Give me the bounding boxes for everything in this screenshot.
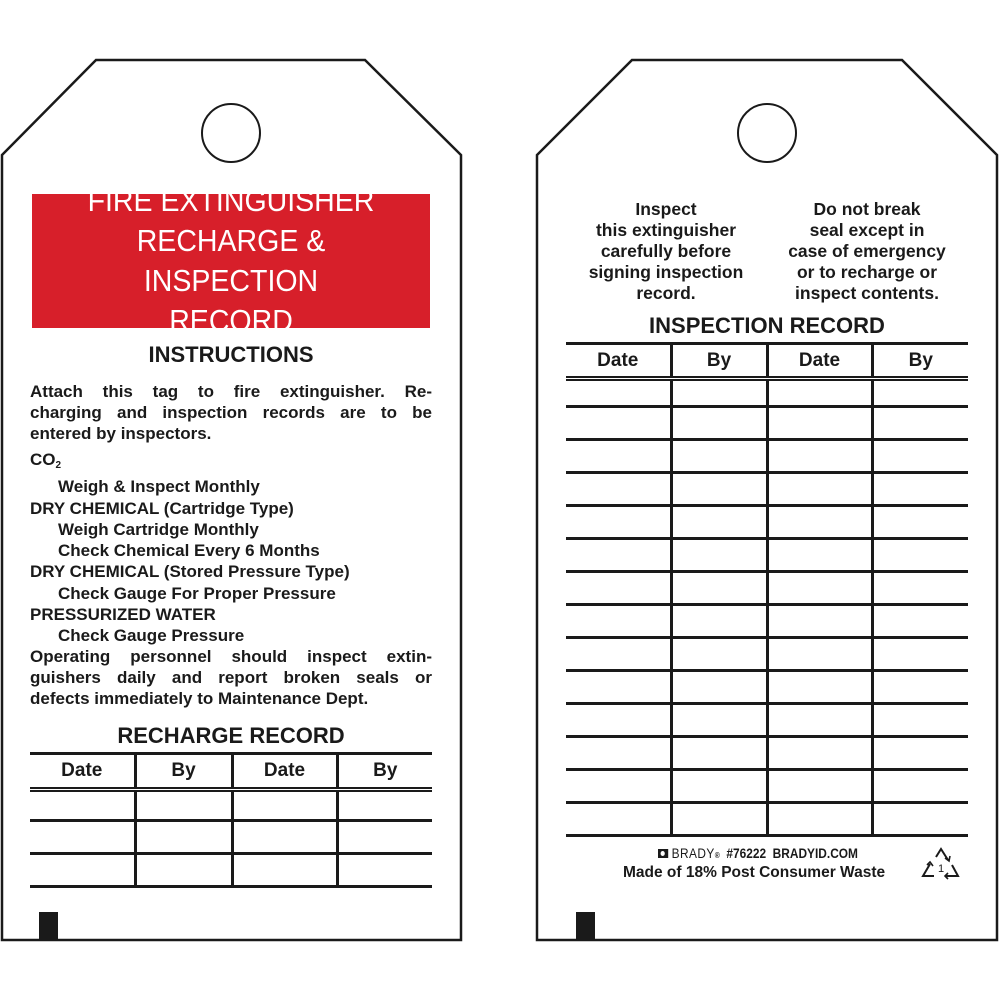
table-row (566, 803, 968, 836)
table-cell[interactable] (671, 473, 767, 506)
table-row (566, 770, 968, 803)
table-cell[interactable] (671, 379, 767, 407)
column-header-date: Date (30, 754, 135, 790)
recycle-icon (920, 845, 962, 885)
notice-line: inspect contents. (795, 283, 939, 303)
table-cell[interactable] (671, 506, 767, 539)
type-step: Weigh Cartridge Monthly (58, 519, 259, 539)
table-cell[interactable] (872, 704, 968, 737)
table-cell[interactable] (767, 407, 872, 440)
brady-logo-icon (658, 849, 668, 858)
table-row (566, 379, 968, 407)
table-cell[interactable] (767, 737, 872, 770)
banner-line: RECHARGE & INSPECTION (136, 223, 326, 298)
recycle-code: 1 (937, 863, 945, 875)
table-cell[interactable] (671, 572, 767, 605)
table-cell[interactable] (872, 605, 968, 638)
table-cell[interactable] (671, 770, 767, 803)
table-cell[interactable] (872, 473, 968, 506)
table-cell[interactable] (872, 572, 968, 605)
table-cell[interactable] (767, 605, 872, 638)
closing-line: Operating personnel should inspect extin- (30, 647, 432, 666)
table-cell[interactable] (232, 854, 337, 887)
table-cell[interactable] (566, 803, 671, 836)
recharge-record-heading: RECHARGE RECORD (117, 723, 345, 748)
column-header-date: Date (232, 754, 337, 790)
table-cell[interactable] (671, 407, 767, 440)
column-header-by: By (872, 344, 968, 379)
banner-line: RECORD (169, 303, 293, 338)
table-row (566, 572, 968, 605)
table-cell[interactable] (872, 440, 968, 473)
table-cell[interactable] (671, 638, 767, 671)
table-cell[interactable] (337, 821, 432, 854)
recharge-record-table (30, 752, 432, 888)
table-cell[interactable] (872, 539, 968, 572)
column-header-by: By (135, 754, 232, 790)
instructions-heading: INSTRUCTIONS (148, 342, 314, 367)
type-pressurized-water: PRESSURIZED WATER (30, 605, 216, 625)
table-row (566, 473, 968, 506)
notice-do-not-break-seal (767, 199, 967, 304)
alignment-marker (39, 912, 58, 940)
closing-line: defects immediately to Maintenance Dept. (30, 689, 369, 708)
table-cell[interactable] (566, 638, 671, 671)
notice-line: Inspect (635, 199, 697, 219)
intro-line: Attach this tag to fire extinguisher. Re- (30, 382, 432, 401)
table-cell[interactable] (566, 506, 671, 539)
table-cell[interactable] (671, 605, 767, 638)
column-header-by: By (671, 344, 767, 379)
table-cell[interactable] (767, 539, 872, 572)
table-row (566, 704, 968, 737)
table-cell[interactable] (767, 379, 872, 407)
banner-line: FIRE EXTINGUISHER (87, 183, 375, 218)
table-cell[interactable] (566, 671, 671, 704)
type-dry-chemical-stored-pressure: DRY CHEMICAL (Stored Pressure Type) (30, 562, 350, 582)
column-header-by: By (337, 754, 432, 790)
intro-line: entered by inspectors. (30, 424, 212, 443)
type-co2: $CO_2$ (30, 450, 62, 471)
table-cell[interactable] (30, 790, 135, 821)
table-cell[interactable] (767, 506, 872, 539)
table-cell[interactable] (30, 821, 135, 854)
table-cell[interactable] (337, 854, 432, 887)
recycled-note: Made of 18% Post Consumer Waste (623, 864, 886, 881)
table-cell[interactable] (232, 790, 337, 821)
table-cell[interactable] (767, 671, 872, 704)
notice-line: or to recharge or (796, 262, 938, 282)
front-tag-hole (202, 104, 260, 162)
table-cell[interactable] (872, 506, 968, 539)
table-cell[interactable] (566, 440, 671, 473)
back-tag-hole (738, 104, 796, 162)
table-cell[interactable] (767, 770, 872, 803)
type-dry-chemical-cartridge: DRY CHEMICAL (Cartridge Type) (30, 498, 294, 518)
table-cell[interactable] (566, 770, 671, 803)
table-cell[interactable] (671, 440, 767, 473)
table-cell[interactable] (767, 473, 872, 506)
table-cell[interactable] (872, 803, 968, 836)
table-cell[interactable] (566, 407, 671, 440)
table-cell[interactable] (872, 407, 968, 440)
table-cell[interactable] (671, 737, 767, 770)
table-row (30, 790, 432, 821)
brand-name: BRADY (671, 845, 715, 861)
table-cell[interactable] (872, 671, 968, 704)
closing-paragraph (30, 646, 432, 709)
closing-line: guishers daily and report broken seals or (30, 668, 432, 687)
table-cell[interactable] (671, 704, 767, 737)
table-cell[interactable] (566, 539, 671, 572)
table-cell[interactable] (671, 803, 767, 836)
table-row (566, 539, 968, 572)
table-cell[interactable] (872, 737, 968, 770)
table-cell[interactable] (671, 671, 767, 704)
table-cell[interactable] (135, 854, 232, 887)
table-cell[interactable] (872, 638, 968, 671)
table-row (566, 407, 968, 440)
table-row (566, 638, 968, 671)
table-cell[interactable] (671, 539, 767, 572)
brand-line: BRADY® #76222 BRADYID.COM (658, 845, 858, 861)
table-cell[interactable] (232, 821, 337, 854)
table-cell[interactable] (767, 572, 872, 605)
alignment-marker (576, 912, 595, 940)
table-cell[interactable] (767, 803, 872, 836)
notice-line: this extinguisher (595, 220, 737, 240)
table-cell[interactable] (566, 572, 671, 605)
table-row (566, 506, 968, 539)
inspection-record-heading: INSPECTION RECORD (649, 313, 885, 338)
notice-line: case of emergency (788, 241, 946, 261)
notice-line: record. (636, 283, 696, 303)
part-number: #76222 (726, 845, 767, 861)
table-row (30, 854, 432, 887)
extinguisher-types-list (30, 449, 350, 647)
table-row (566, 737, 968, 770)
intro-paragraph (30, 381, 432, 444)
inspection-record-table (566, 342, 968, 837)
title-banner (32, 183, 430, 338)
type-step: Check Gauge Pressure (58, 626, 245, 646)
table-cell[interactable] (872, 770, 968, 803)
type-step: Weigh & Inspect Monthly (58, 477, 260, 497)
notice-line: signing inspection (588, 262, 744, 282)
table-row (566, 671, 968, 704)
table-cell[interactable] (767, 704, 872, 737)
type-step: Check Gauge For Proper Pressure (58, 583, 336, 603)
notice-inspect (566, 199, 766, 304)
notice-line: Do not break (813, 199, 921, 219)
notice-line: carefully before (600, 241, 732, 261)
table-row (566, 440, 968, 473)
table-cell[interactable] (566, 379, 671, 407)
column-header-date: Date (767, 344, 872, 379)
type-step: Check Chemical Every 6 Months (58, 541, 320, 561)
table-row (30, 821, 432, 854)
table-cell[interactable] (767, 638, 872, 671)
table-cell[interactable] (30, 854, 135, 887)
notice-line: seal except in (809, 220, 925, 240)
column-header-date: Date (566, 344, 671, 379)
table-cell[interactable] (872, 379, 968, 407)
table-cell[interactable] (566, 473, 671, 506)
table-cell[interactable] (337, 790, 432, 821)
table-cell[interactable] (566, 737, 671, 770)
table-cell[interactable] (566, 605, 671, 638)
intro-line: charging and inspection records are to be (30, 403, 432, 422)
inspection-record-rows (566, 379, 968, 836)
website: BRADYID.COM (772, 845, 858, 861)
table-cell[interactable] (135, 790, 232, 821)
table-row (566, 605, 968, 638)
table-cell[interactable] (566, 704, 671, 737)
table-cell[interactable] (135, 821, 232, 854)
table-cell[interactable] (767, 440, 872, 473)
